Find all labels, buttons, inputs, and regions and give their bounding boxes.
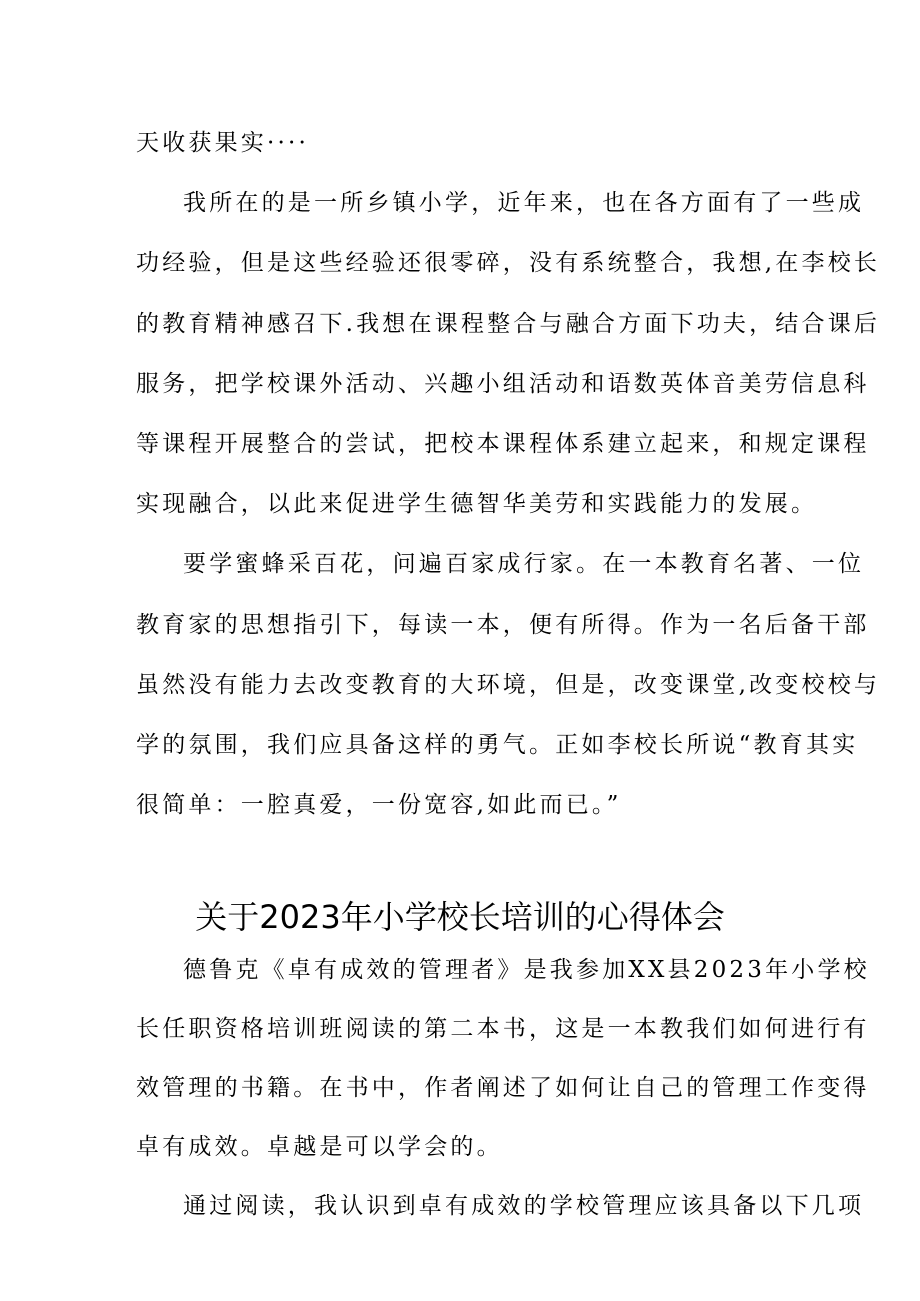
- text-line: 实现融合，以此来促进学生德智华美劳和实践能力的发展。: [136, 491, 818, 517]
- paragraph-first-line: 通过阅读，我认识到卓有成效的学校管理应该具备以下几项: [183, 1193, 865, 1219]
- text-line: 效管理的书籍。在书中，作者阐述了如何让自己的管理工作变得: [136, 1075, 870, 1101]
- paragraph-first-line: 德鲁克《卓有成效的管理者》是我参加XX县2023年小学校: [183, 957, 870, 983]
- text-line: 很简单：一腔真爱，一份宽容,如此而已。”: [136, 792, 622, 818]
- text-line: 教育家的思想指引下，每读一本，便有所得。作为一名后备干部: [136, 612, 870, 638]
- paragraph-first-line: 要学蜜蜂采百花，问遍百家成行家。在一本教育名著、一位: [183, 551, 865, 577]
- section-title: 关于2023年小学校长培训的心得体会: [195, 898, 725, 936]
- text-line: 等课程开展整合的尝试，把校本课程体系建立起来，和规定课程: [136, 431, 870, 457]
- text-line: 天收获果实····: [136, 130, 310, 156]
- text-line: 长任职资格培训班阅读的第二本书，这是一本教我们如何进行有: [136, 1016, 870, 1042]
- text-line: 学的氛围，我们应具备这样的勇气。正如李校长所说“教育其实: [136, 732, 859, 758]
- paragraph-first-line: 我所在的是一所乡镇小学，近年来，也在各方面有了一些成: [183, 190, 865, 216]
- text-line: 服务，把学校课外活动、兴趣小组活动和语数英体音美劳信息科: [136, 371, 870, 397]
- text-line: 卓有成效。卓越是可以学会的。: [136, 1134, 503, 1160]
- text-line: 功经验，但是这些经验还很零碎，没有系统整合，我想,在李校长: [136, 250, 881, 276]
- text-line: 的教育精神感召下.我想在课程整合与融合方面下功夫，结合课后: [136, 311, 881, 337]
- text-line: 虽然没有能力去改变教育的大环境，但是，改变课堂,改变校校与: [136, 672, 881, 698]
